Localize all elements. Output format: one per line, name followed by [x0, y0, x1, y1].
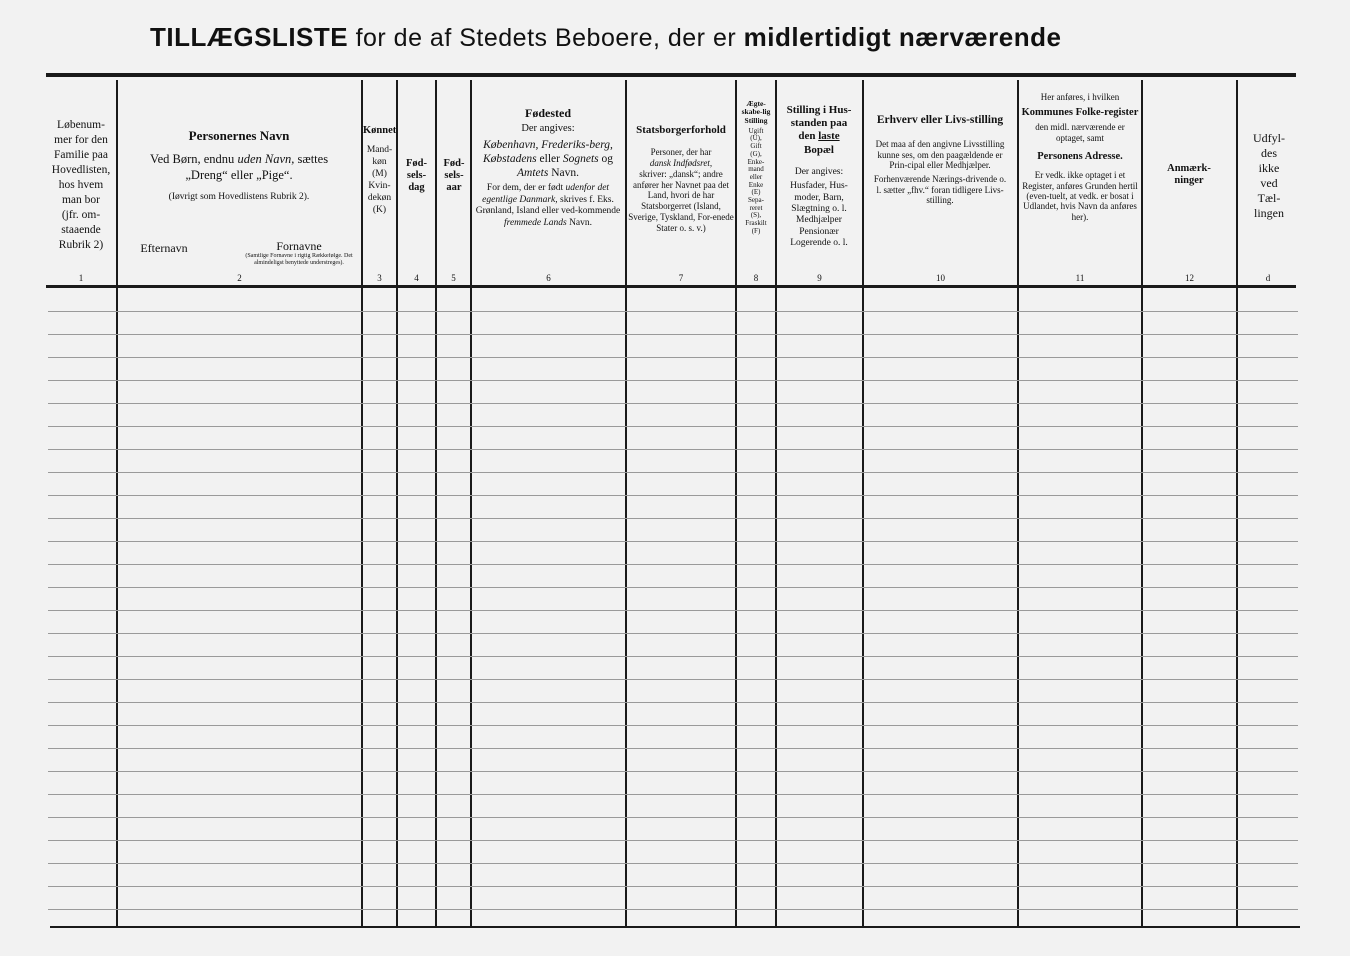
entry-row-line — [48, 817, 1298, 818]
column-number: 1 — [78, 273, 84, 283]
column-number: 9 — [817, 273, 822, 283]
header-col-2-surname: Efternavn — [140, 242, 188, 255]
column-number: 5 — [451, 273, 456, 283]
entry-row-line — [48, 840, 1298, 841]
header-col-5: Fød-sels-aar — [443, 158, 465, 194]
entry-row-line — [48, 426, 1298, 427]
header-col-2: Personernes Navn Ved Børn, endnu uden Navn, sættes „Dreng“ eller „Pige“. (Iøvrigt som Hovedlistens Rubrik 2). — [149, 128, 329, 202]
header-col-8: Ægte-skabe-lig Stilling Ugift (U), Gift (G), Enke- mand eller Enke (E) Sepa- reret (S), Fraskilt (F) — [741, 100, 771, 235]
entry-row-line — [48, 357, 1298, 358]
entry-row-line — [48, 702, 1298, 703]
column-number: 4 — [414, 273, 419, 283]
entry-row-line — [48, 472, 1298, 473]
column-number: 8 — [753, 273, 759, 283]
form-title — [150, 22, 1210, 53]
entry-row-line — [48, 495, 1298, 496]
column-number: 3 — [377, 273, 382, 283]
entry-row-line — [48, 748, 1298, 749]
column-divider — [1017, 80, 1019, 926]
entry-row-line — [48, 656, 1298, 657]
column-divider — [116, 80, 118, 926]
column-divider — [1236, 80, 1238, 926]
header-col-9: Stilling i Hus-standen paa den laste Bopæl Der angives: Husfader, Hus- moder, Barn, Slægtning o. l. Medhjælper Pensionær Logerende o. l. — [786, 104, 852, 249]
column-number: 2 — [237, 273, 242, 283]
header-col-12: Anmærk-ninger — [1167, 163, 1211, 187]
entry-row-line — [48, 771, 1298, 772]
entry-row-line — [48, 587, 1298, 588]
entry-row-line — [48, 633, 1298, 634]
title-main: TILLÆGSLISTE — [150, 22, 349, 52]
entry-row-line — [48, 679, 1298, 680]
header-col-7: Statsborgerforhold Personer, der har dansk Indfødsret, skriver: „dansk“; andre anfører her Navnet paa det Land, hvori de har Statsborgerret (Island, Sverige, Tyskland, For-enede Stater o. s. v.) — [628, 124, 734, 233]
entry-row-line — [48, 449, 1298, 450]
header-rule — [46, 285, 1296, 288]
column-number: d — [1265, 273, 1271, 283]
column-number: 7 — [678, 273, 684, 283]
entry-row-line — [48, 403, 1298, 404]
entry-row-line — [48, 610, 1298, 611]
entry-row-line — [48, 518, 1298, 519]
header-col-1: Løbenum- mer for den Familie paa Hovedlisten, hos hvem man bor (jfr. om- staaende Rubrik 2) — [51, 119, 111, 251]
entry-row-line — [48, 311, 1298, 312]
top-rule — [46, 73, 1296, 77]
column-number: 6 — [546, 273, 551, 283]
bottom-rule — [50, 926, 1300, 928]
header-col-3: Kønnet Mand- køn (M) Kvin- dekøn (K) — [363, 125, 396, 215]
header-col-6: Fødested Der angives: København, Frederiks-berg, Købstadens eller Sognets og Amtets Navn. For dem, der er født udenfor det egentlige Danmark, skrives f. Eks. Grønland, Island eller ved-kommende fremmede Lands Navn. — [475, 106, 621, 228]
entry-row-line — [48, 541, 1298, 542]
title-end: midlertidigt nærværende — [743, 22, 1062, 52]
header-col-2-note: (Samtlige Fornavne i rigtig Rækkefølge. Det almindeligst benyttede understreges). — [245, 253, 353, 266]
entry-row-line — [48, 380, 1298, 381]
column-divider — [625, 80, 627, 926]
header-col-2-givennames: Fornavne — [276, 240, 322, 253]
entry-row-line — [48, 334, 1298, 335]
entry-row-line — [48, 886, 1298, 887]
column-divider — [396, 80, 398, 926]
title-middle: for de af Stedets Beboere, der er — [355, 24, 737, 52]
header-col-11: Her anføres, i hvilken Kommunes Folke-register den midl. nærværende er optaget, samt Personens Adresse. Er vedk. ikke optaget i et Register, anføres Grunden hertil (even-tuelt, at vedk. er bosat i Udlandet, hvis Navn da anføres her). — [1021, 92, 1139, 222]
entry-row-line — [48, 794, 1298, 795]
column-number: 12 — [1185, 273, 1194, 283]
header-col-d: Udfyl- des ikke ved Tæl- lingen — [1253, 131, 1285, 220]
column-number: 11 — [1075, 273, 1085, 283]
header-col-4: Fød-sels-dag — [406, 158, 427, 194]
entry-row-line — [48, 564, 1298, 565]
column-number: 10 — [936, 273, 945, 283]
column-divider — [435, 80, 437, 926]
column-divider — [862, 80, 864, 926]
column-divider — [470, 80, 472, 926]
entry-row-line — [48, 909, 1298, 910]
entry-row-line — [48, 863, 1298, 864]
column-divider — [1141, 80, 1143, 926]
entry-row-line — [48, 725, 1298, 726]
header-col-10: Erhverv eller Livs-stilling Det maa af den angivne Livsstilling kunne ses, om den paagældende er Prin-cipal eller Medhjælper. Forhenværende Nærings-drivende o. l. sætter „fhv.“ foran tidligere Livs-stilling. — [873, 114, 1007, 205]
